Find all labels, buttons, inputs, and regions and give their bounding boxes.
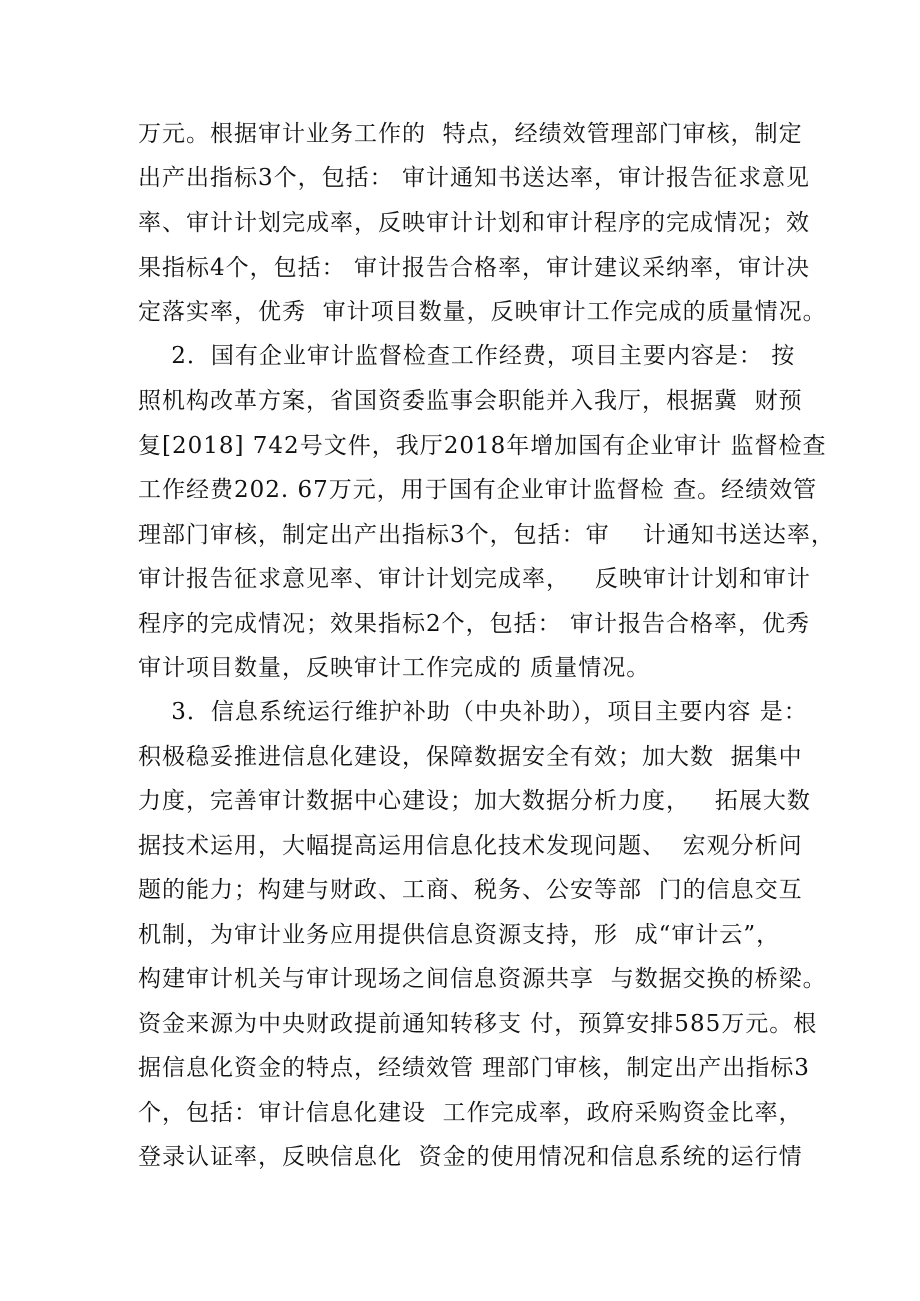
text-line: 照机构改革方案，省国资委监事会职能并入我厅，根据冀 财预: [138, 388, 803, 414]
text-line: 题的能力；构建与财政、工商、税务、公安等部 门的信息交互: [138, 877, 803, 903]
text-line: 率、审计计划完成率，反映审计计划和审计程序的完成情况；效: [138, 210, 810, 236]
text-line: 3．信息系统运行维护补助（中央补助），项目主要内容 是：: [138, 699, 808, 725]
text-line: 出产出指标3个，包括： 审计通知书送达率，审计报告征求意见: [138, 165, 810, 191]
text-line: 个，包括：审计信息化建设 工作完成率，政府采购资金比率，: [138, 1100, 803, 1126]
text-line: 工作经费202. 67万元，用于国有企业审计监督检 查。经绩效管: [138, 477, 818, 503]
text-line: 积极稳妥推进信息化建设，保障数据安全有效；加大数 据集中: [138, 744, 803, 770]
text-line: 理部门审核，制定出产出指标3个，包括：审 计通知书送达率，: [138, 522, 835, 548]
text-line: 机制，为审计业务应用提供信息资源支持，形 成“审计云”，: [138, 922, 781, 948]
text-line: 资金来源为中央财政提前通知转移支 付，预算安排585万元。根: [138, 1011, 818, 1037]
text-line: 程序的完成情况；效果指标2个，包括： 审计报告合格率，优秀: [138, 611, 810, 637]
text-line: 力度，完善审计数据中心建设；加大数据分析力度， 拓展大数: [138, 788, 811, 814]
text-line: 审计项目数量，反映审计工作完成的 质量情况。: [138, 655, 651, 681]
text-line: 登录认证率，反映信息化 资金的使用情况和信息系统的运行情: [138, 1144, 803, 1170]
text-line: 果指标4个，包括： 审计报告合格率，审计建议采纳率，审计决: [138, 255, 810, 281]
text-line: 定落实率，优秀 审计项目数量，反映审计工作完成的质量情况。: [138, 299, 827, 325]
text-line: 2．国有企业审计监督检查工作经费，项目主要内容是： 按: [138, 343, 796, 369]
text-line: 复[2018] 742号文件，我厅2018年增加国有企业审计 监督检查: [138, 433, 827, 459]
text-line: 据技术运用，大幅提高运用信息化技术发现问题、 宏观分析问: [138, 833, 803, 859]
text-line: 万元。根据审计业务工作的 特点，经绩效管理部门审核，制定: [138, 121, 803, 147]
text-line: 审计报告征求意见率、审计计划完成率， 反映审计计划和审计: [138, 566, 811, 592]
text-line: 构建审计机关与审计现场之间信息资源共享 与数据交换的桥梁。: [138, 966, 827, 992]
text-line: 据信息化资金的特点，经绩效管 理部门审核，制定出产出指标3: [138, 1055, 810, 1081]
